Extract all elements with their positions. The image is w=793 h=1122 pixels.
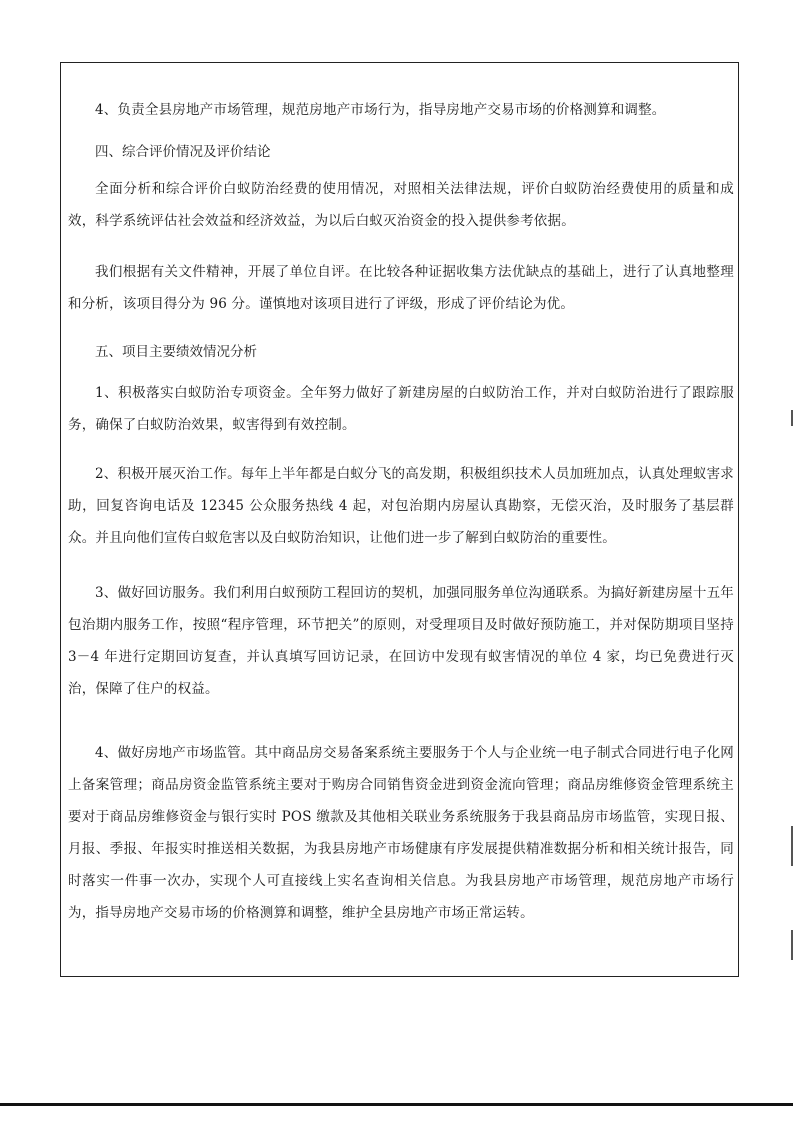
performance-item-3: 3、做好回访服务。我们利用白蚁预防工程回访的契机，加强同服务单位沟通联系。为搞好新建房屋十五年包治期内服务工作，按照“程序管理，环节把关”的原则，对受理项目及时做好预防施工，并对保防期项目坚持 3－4 年进行定期回访复查，并认真填写回访记录，在回访中发现有蚁害情况的单位 4 家，均已免费进行灭治，保障了住户的权益。	[68, 585, 734, 697]
section5-heading: 五、项目主要绩效情况分析	[95, 344, 257, 360]
item4-responsibility: 4、负责全县房地产市场管理，规范房地产市场行为，指导房地产交易市场的价格测算和调整。	[95, 102, 666, 118]
section4-heading: 四、综合评价情况及评价结论	[95, 144, 271, 160]
performance-item-4: 4、做好房地产市场监管。其中商品房交易备案系统主要服务于个人与企业统一电子制式合同进行电子化网上备案管理；商品房资金监管系统主要对于购房合同销售资金进到资金流向管理；商品房维修资金管理系统主要对于商品房维修资金与银行实时 POS 缴款及其他相关联业务系统服务于我县商品房市场监管，实现日报、月报、季报、年报实时推送相关数据，为我县房地产市场健康有序发展提供精准数据分析和相关统计报告，同时落实一件事一次办，实现个人可直接线上实名查询相关信息。为我县房地产市场管理，规范房地产市场行为，指导房地产交易市场的价格测算和调整，维护全县房地产市场正常运转。	[68, 745, 734, 921]
performance-item-1: 1、积极落实白蚁防治专项资金。全年努力做好了新建房屋的白蚁防治工作，并对白蚁防治进行了跟踪服务，确保了白蚁防治效果，蚁害得到有效控制。	[68, 385, 734, 433]
bottom-rule	[0, 1103, 793, 1106]
section4-paragraph-1: 全面分析和综合评价白蚁防治经费的使用情况，对照相关法律法规，评价白蚁防治经费使用的质量和成效，科学系统评估社会效益和经济效益，为以后白蚁灭治资金的投入提供参考依据。	[68, 181, 734, 229]
performance-item-2: 2、积极开展灭治工作。每年上半年都是白蚁分飞的高发期，积极组织技术人员加班加点，认真处理蚁害求助，回复咨询电话及 12345 公众服务热线 4 起，对包治期内房屋认真勘察，无偿灭治，及时服务了基层群众。并且向他们宣传白蚁危害以及白蚁防治知识，让他们进一步了解到白蚁防治的重要性。	[68, 466, 734, 546]
section4-paragraph-2: 我们根据有关文件精神，开展了单位自评。在比较各种证据收集方法优缺点的基础上，进行了认真地整理和分析，该项目得分为 96 分。谨慎地对该项目进行了评级，形成了评价结论为优。	[68, 264, 734, 312]
